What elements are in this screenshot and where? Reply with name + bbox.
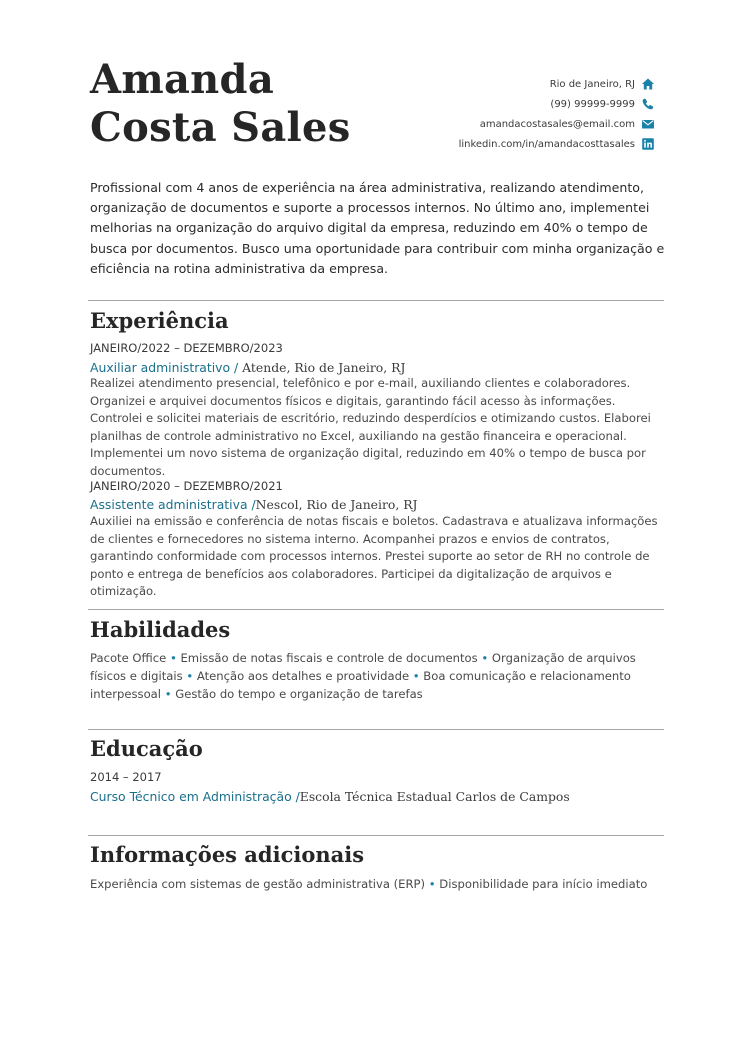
professional-summary: Profissional com 4 anos de experiência na área administrativa, realizando atendimento, organização de documentos e suporte a processos internos. No último ano, implementei melhorias na organização do arquivo digital da empresa, reduzindo em 40% o tempo de busca por documentos. Busco uma oportunidade para contribuir com minha organização e eficiência na rotina administrativa da empresa. — [90, 180, 665, 276]
location-text: Rio de Janeiro, RJ — [549, 78, 635, 90]
phone-text: (99) 99999-9999 — [550, 98, 635, 110]
job-2-description: Auxiliei na emissão e conferência de notas fiscais e boletos. Cadastrava e atualizava informações de clientes e fornecedores no sistema interno. Acompanhei prazos e envios de contratos, garantindo conformidade com processos internos. Prestei suporte ao setor de RH no controle de ponto e entrega de benefícios aos colaboradores. Participei da digitalização de arquivos e otimização. — [90, 514, 658, 599]
section-divider — [88, 609, 664, 610]
education-heading: Educação — [90, 736, 203, 761]
skills-list — [90, 649, 665, 703]
linkedin-icon — [641, 137, 655, 151]
job-2-separator: / — [247, 497, 256, 512]
skill-item: Gestão do tempo e organização de tarefas — [175, 687, 423, 701]
section-divider — [88, 300, 664, 301]
bullet-separator: • — [428, 877, 436, 891]
contact-email — [355, 114, 655, 134]
email-link[interactable]: amandacostasales@email.com — [479, 118, 635, 130]
additional-item: Disponibilidade para início imediato — [439, 877, 648, 891]
additional-list — [90, 875, 665, 893]
linkedin-link[interactable]: linkedin.com/in/amandacosttasales — [458, 138, 635, 150]
job-1-separator: / — [230, 360, 243, 375]
course-title: Curso Técnico em Administração — [90, 789, 292, 804]
last-name: Costa Sales — [90, 104, 351, 151]
home-icon — [641, 77, 655, 91]
bullet-separator: • — [169, 651, 177, 665]
job-1-title: Auxiliar administrativo — [90, 360, 231, 375]
contact-linkedin — [355, 134, 655, 154]
job-2-dates: JANEIRO/2020 – DEZEMBRO/2021 — [90, 479, 283, 493]
additional-heading: Informações adicionais — [90, 842, 365, 867]
contact-phone — [355, 94, 655, 114]
skill-item: Pacote Office — [90, 651, 167, 665]
job-2-role — [90, 496, 418, 514]
contact-block — [355, 74, 655, 154]
additional-item: Experiência com sistemas de gestão administrativa (ERP) — [90, 877, 426, 891]
candidate-name — [90, 56, 351, 152]
education-entry — [90, 788, 570, 806]
section-divider — [88, 729, 664, 730]
job-2-title: Assistente administrativa — [90, 497, 248, 512]
education-dates: 2014 – 2017 — [90, 770, 162, 784]
email-icon — [641, 117, 655, 131]
bullet-separator: • — [412, 669, 420, 683]
skill-item: Emissão de notas fiscais e controle de documentos — [180, 651, 478, 665]
skills-heading: Habilidades — [90, 617, 231, 642]
contact-location — [355, 74, 655, 94]
bullet-separator: • — [164, 687, 172, 701]
job-1-company: Atende, Rio de Janeiro, RJ — [242, 360, 406, 375]
school-name: Escola Técnica Estadual Carlos de Campos — [299, 789, 570, 804]
job-1-dates: JANEIRO/2022 – DEZEMBRO/2023 — [90, 341, 283, 355]
bullet-separator: • — [481, 651, 489, 665]
first-name: Amanda — [90, 56, 275, 103]
education-separator: / — [291, 789, 300, 804]
section-divider — [88, 835, 664, 836]
skill-item: Organização de arquivos físicos e digitais — [90, 651, 636, 683]
job-2-company: Nescol, Rio de Janeiro, RJ — [255, 497, 418, 512]
phone-icon — [641, 97, 655, 111]
skill-item: Boa comunicação e relacionamento interpessoal — [90, 669, 631, 701]
job-1-description: Realizei atendimento presencial, telefônico e por e-mail, auxiliando clientes e colaboradores. Organizei e arquivei documentos físicos e digitais, garantindo fácil acesso às informações. Controlei e solicitei materiais de escritório, reduzindo desperdícios e otimizando custos. Elaborei planilhas de controle administrativo no Excel, auxiliando na gestão financeira e operacional. Implementei um novo sistema de organização digital, reduzindo em 40% o tempo de busca por documentos. — [90, 376, 651, 478]
experience-heading: Experiência — [90, 308, 229, 333]
bullet-separator: • — [186, 669, 194, 683]
skill-item: Atenção aos detalhes e proatividade — [196, 669, 410, 683]
